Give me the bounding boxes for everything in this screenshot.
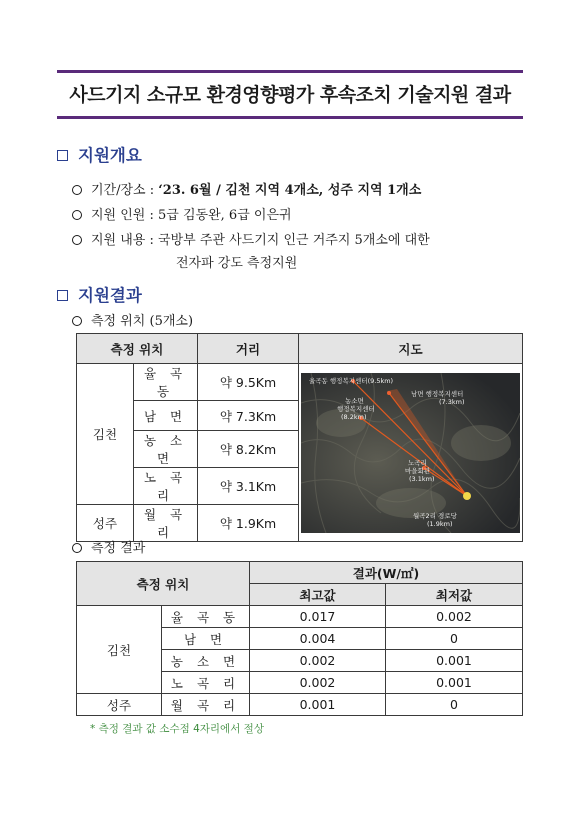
distance-cell: 약 9.5Km [198, 364, 299, 401]
result-subheading [72, 537, 145, 556]
region-cell: 성주 [77, 505, 134, 542]
distance-cell: 약 7.3Km [198, 401, 299, 431]
circle-bullet-icon [72, 543, 82, 553]
map-label-nam: 남면 행정복지센터 [411, 389, 464, 398]
table-row [77, 606, 523, 628]
square-bullet-icon [57, 290, 68, 301]
distance-cell: 약 3.1Km [198, 468, 299, 505]
overview-item-label: 기간/장소 : [91, 183, 155, 198]
map-label-wolgok: 월곡2리 경로당 [413, 511, 457, 520]
map-label-wolgok-dist: (1.9km) [427, 519, 453, 528]
map-label-nam-dist: (7.3km) [439, 397, 465, 406]
square-bullet-icon [57, 150, 68, 161]
page-title: 사드기지 소규모 환경영향평가 후속조치 기술지원 결과 [69, 84, 511, 106]
min-cell: 0 [386, 628, 523, 650]
place-cell: 남 면 [162, 628, 250, 650]
table-header-row [77, 562, 523, 584]
result-subheading-label: 측정 결과 [91, 541, 146, 556]
region-cell: 김천 [77, 606, 162, 694]
location-subheading [72, 310, 193, 329]
region-cell: 김천 [77, 364, 134, 505]
circle-bullet-icon [72, 210, 82, 220]
map-cell [299, 364, 523, 542]
place-cell: 노 곡 리 [162, 672, 250, 694]
map-label-nogok-dist: (3.1km) [409, 474, 435, 483]
title-rule-bottom [57, 116, 523, 119]
table-row [77, 694, 523, 716]
result-table [76, 561, 523, 716]
section-overview-heading [57, 142, 142, 166]
overview-item-content [72, 229, 430, 248]
overview-item-value: ‘23. 6월 / 김천 지역 4개소, 성주 지역 1개소 [158, 183, 422, 198]
overview-item-label: 지원 인원 : [91, 208, 154, 223]
place-cell: 농 소 면 [162, 650, 250, 672]
header-distance: 거리 [198, 334, 299, 364]
min-cell: 0.001 [386, 672, 523, 694]
overview-item-content-cont: 전자파 강도 측정지원 [176, 256, 298, 271]
header-location: 측정 위치 [77, 562, 250, 606]
place-cell: 율 곡 동 [134, 364, 198, 401]
max-cell: 0.002 [250, 672, 386, 694]
place-cell: 율 곡 동 [162, 606, 250, 628]
map-label-nongso-2: 행정복지센터 [337, 404, 375, 413]
min-cell: 0.001 [386, 650, 523, 672]
header-max: 최고값 [250, 584, 386, 606]
title-rule-top [57, 70, 523, 73]
distance-cell: 약 1.9Km [198, 505, 299, 542]
max-cell: 0.017 [250, 606, 386, 628]
circle-bullet-icon [72, 316, 82, 326]
min-cell: 0.002 [386, 606, 523, 628]
map-label-nongso: 농소면 [345, 396, 364, 405]
max-cell: 0.002 [250, 650, 386, 672]
distance-cell: 약 8.2Km [198, 431, 299, 468]
circle-bullet-icon [72, 235, 82, 245]
location-subheading-label: 측정 위치 (5개소) [91, 314, 194, 329]
location-table [76, 333, 523, 542]
section-results-label: 지원결과 [78, 286, 142, 305]
circle-bullet-icon [72, 185, 82, 195]
footnote: * 측정 결과 값 소수점 4자리에서 절상 [90, 723, 264, 735]
header-min: 최저값 [386, 584, 523, 606]
map-label-yulgok: 율곡동 행정복지센터(9.5km) [309, 376, 394, 385]
overview-item-value: 5급 김동완, 6급 이은귀 [158, 208, 292, 223]
max-cell: 0.004 [250, 628, 386, 650]
min-cell: 0 [386, 694, 523, 716]
place-cell: 월 곡 리 [162, 694, 250, 716]
section-overview-label: 지원개요 [78, 146, 142, 165]
max-cell: 0.001 [250, 694, 386, 716]
table-row [77, 364, 523, 401]
region-cell: 성주 [77, 694, 162, 716]
overview-item-label: 지원 내용 : [91, 233, 154, 248]
title-block [57, 70, 523, 119]
place-cell: 남 면 [134, 401, 198, 431]
satellite-map-image [301, 373, 520, 533]
overview-item-period [72, 179, 421, 198]
place-cell: 월 곡 리 [134, 505, 198, 542]
map-label-nongso-dist: (8.2km) [341, 412, 367, 421]
header-result: 결과(W/㎡) [250, 562, 523, 584]
place-cell: 노 곡 리 [134, 468, 198, 505]
header-location: 측정 위치 [77, 334, 198, 364]
overview-item-value: 국방부 주관 사드기지 인근 거주지 5개소에 대한 [158, 233, 430, 248]
place-cell: 농 소 면 [134, 431, 198, 468]
section-results-heading [57, 282, 142, 306]
overview-item-staff [72, 204, 292, 223]
header-map: 지도 [299, 334, 523, 364]
map-label-nogok: 노곡리 [408, 458, 427, 467]
map-label-nogok-2: 마을회관 [405, 466, 431, 475]
table-header-row [77, 334, 523, 364]
